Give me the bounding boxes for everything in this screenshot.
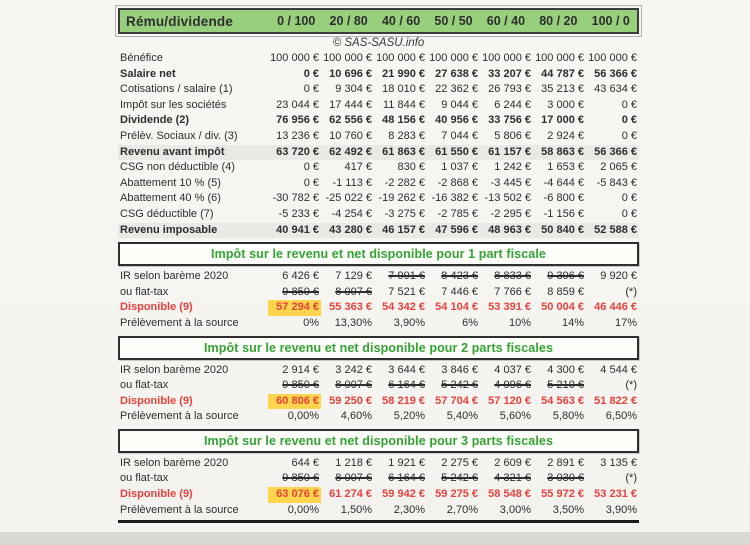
cell-value: 100 000 € (270, 52, 319, 64)
cell-value: 13 236 € (276, 129, 319, 142)
cell-value: 6 164 € (388, 379, 425, 392)
cell-value: 3 846 € (441, 363, 478, 376)
cell-value: 8 007 € (335, 379, 372, 392)
section-title: Impôt sur le revenu et net disponible pour 2 parts fiscales (203, 340, 554, 355)
cell-value: 9 850 € (282, 379, 319, 392)
cell-value: 21 990 € (382, 67, 425, 80)
table-row (118, 300, 639, 316)
cell-value: 3,90% (393, 316, 425, 329)
cell-value: -3 275 € (384, 207, 425, 220)
cell-value: 0 € (303, 161, 319, 174)
cell-value: 35 213 € (541, 83, 584, 96)
row-label: Prélèvement à la source (120, 316, 239, 329)
cell-value: 54 563 € (541, 394, 584, 407)
cell-value: 47 596 € (435, 223, 478, 236)
cell-value: 8 007 € (335, 285, 372, 298)
cell-value: -5 843 € (596, 176, 637, 189)
cell-value: 100 000 € (588, 52, 637, 64)
cell-value: 5,60% (499, 410, 531, 423)
cell-value: 3 644 € (388, 363, 425, 376)
column-header: 20 / 80 (329, 14, 368, 28)
row-label: ou flat-tax (120, 379, 169, 392)
cell-value: 3 135 € (600, 456, 637, 469)
cell-value: 4 300 € (547, 363, 584, 376)
cell-value: 1,50% (340, 503, 372, 516)
cell-value: 3 242 € (335, 363, 372, 376)
row-label: Impôt sur les sociétés (120, 98, 227, 111)
cell-value: -1 156 € (543, 207, 584, 220)
table-row (118, 394, 639, 410)
cell-value: -6 800 € (543, 192, 584, 205)
table-row (118, 503, 639, 519)
row-label: Disponible (9) (120, 488, 193, 501)
cell-value: 9 920 € (600, 270, 637, 283)
column-header: 80 / 20 (539, 14, 578, 28)
cell-value: 3 000 € (547, 98, 584, 111)
cell-value: 4 321 € (494, 472, 531, 485)
row-label: IR selon barème 2020 (120, 270, 229, 283)
cell-value: 58 548 € (488, 488, 531, 501)
row-label: Abattement 40 % (6) (120, 192, 221, 205)
cell-value: 3,50% (552, 503, 584, 516)
cell-value: 644 € (291, 456, 319, 469)
table-row (118, 82, 639, 98)
cell-value: -5 233 € (278, 207, 319, 220)
cell-value: 9 850 € (282, 472, 319, 485)
bottom-rule (118, 520, 639, 523)
cell-value: 50 004 € (541, 301, 584, 314)
cell-value: 26 793 € (488, 83, 531, 96)
cell-value: -2 282 € (384, 176, 425, 189)
cell-value: 1 921 € (388, 456, 425, 469)
table-row (118, 285, 639, 301)
cell-value: 6 164 € (388, 472, 425, 485)
cell-value: 11 844 € (382, 98, 425, 111)
cell-value: 8 859 € (547, 285, 584, 298)
cell-value: 55 972 € (541, 488, 584, 501)
cell-value: 13,30% (334, 316, 372, 329)
row-label: Prélèvement à la source (120, 410, 239, 423)
cell-value: 830 € (397, 161, 425, 174)
cell-value: 23 044 € (276, 98, 319, 111)
table-header (118, 8, 639, 34)
cell-value: 58 219 € (382, 394, 425, 407)
section-title: Impôt sur le revenu et net disponible pour 1 part fiscale (211, 247, 546, 262)
cell-value: 8 007 € (335, 472, 372, 485)
cell-value: 63 720 € (276, 145, 319, 158)
cell-value: 46 446 € (594, 301, 637, 314)
cell-value: 1 242 € (494, 161, 531, 174)
table-row (118, 471, 639, 487)
cell-value: 59 275 € (435, 488, 478, 501)
cell-value: -13 502 € (484, 192, 531, 205)
cell-value: 61 274 € (329, 488, 372, 501)
cell-value: 48 963 € (488, 223, 531, 236)
cell-value: 44 787 € (541, 67, 584, 80)
cell-value: 57 294 € (268, 300, 321, 316)
cell-value: -25 022 € (325, 192, 372, 205)
table-row (118, 67, 639, 83)
cell-value: 0% (303, 316, 319, 329)
cell-value: 56 366 € (594, 67, 637, 80)
cell-value: -3 445 € (490, 176, 531, 189)
cell-value: 33 207 € (488, 67, 531, 80)
row-label: Disponible (9) (120, 301, 193, 314)
cell-value: 14% (561, 316, 584, 329)
cell-value: (*) (625, 379, 637, 392)
cell-value: 5 242 € (441, 379, 478, 392)
cell-value: 7 991 € (388, 270, 425, 283)
cell-value: 1 653 € (547, 161, 584, 174)
cell-value: 7 129 € (335, 270, 372, 283)
table-row (118, 223, 639, 239)
cell-value: -2 295 € (490, 207, 531, 220)
cell-value: 62 556 € (329, 114, 372, 127)
column-header: 50 / 50 (434, 14, 473, 28)
section-title-box (118, 336, 639, 360)
row-label: CSG déductible (7) (120, 207, 214, 220)
scanner-edge (0, 532, 750, 545)
table-row (118, 191, 639, 207)
row-label: Disponible (9) (120, 394, 193, 407)
cell-value: 7 446 € (441, 285, 478, 298)
cell-value: 33 756 € (488, 114, 531, 127)
cell-value: 0,00% (287, 410, 319, 423)
table-row (118, 487, 639, 503)
cell-value: 61 550 € (435, 145, 478, 158)
cell-value: 2 891 € (547, 456, 584, 469)
cell-value: 3,00% (499, 503, 531, 516)
table-row (118, 409, 639, 425)
column-header: 60 / 40 (486, 14, 526, 28)
cell-value: 0,00% (287, 503, 319, 516)
cell-value: 2,30% (393, 503, 425, 516)
cell-value: 2 914 € (282, 363, 319, 376)
row-label: Revenu avant impôt (120, 145, 225, 158)
row-label: Prélèv. Sociaux / div. (3) (120, 129, 238, 142)
cell-value: 100 000 € (376, 52, 425, 64)
cell-value: 1 218 € (335, 456, 372, 469)
table-row (118, 160, 639, 176)
cell-value: 4 996 € (494, 379, 531, 392)
cell-value: 50 840 € (541, 223, 584, 236)
column-header: 0 / 100 (277, 14, 316, 28)
cell-value: 3 030 € (547, 472, 584, 485)
cell-value: 62 492 € (329, 145, 372, 158)
tax-sections (118, 242, 639, 518)
cell-value: 40 956 € (435, 114, 478, 127)
cell-value: 4 544 € (600, 363, 637, 376)
section-title: Impôt sur le revenu et net disponible pour 3 parts fiscales (203, 433, 554, 448)
cell-value: 56 366 € (594, 145, 637, 158)
cell-value: 43 634 € (594, 83, 637, 96)
section-title-box (118, 429, 639, 453)
cell-value: 100 000 € (535, 52, 584, 64)
cell-value: -30 782 € (272, 192, 319, 205)
cell-value: 0 € (621, 129, 637, 142)
cell-value: 53 391 € (488, 301, 531, 314)
row-label: ou flat-tax (120, 285, 169, 298)
cell-value: 0 € (303, 83, 319, 96)
cell-value: 2 275 € (441, 456, 478, 469)
row-label: ou flat-tax (120, 472, 169, 485)
table-row (118, 176, 639, 192)
row-label: Dividende (2) (120, 114, 190, 127)
table-row (118, 269, 639, 285)
table-row (118, 98, 639, 114)
cell-value: -1 113 € (332, 176, 372, 189)
row-label: Cotisations / salaire (1) (120, 83, 233, 96)
cell-value: 54 104 € (435, 301, 478, 314)
cell-value: 1 037 € (441, 161, 478, 174)
column-header: 40 / 60 (381, 14, 421, 28)
row-label: Abattement 10 % (5) (120, 176, 221, 189)
cell-value: 0 € (621, 114, 637, 127)
table-row (118, 113, 639, 129)
cell-value: 0 € (303, 176, 319, 189)
cell-value: 58 863 € (541, 145, 584, 158)
cell-value: (*) (625, 472, 637, 485)
cell-value: 43 280 € (329, 223, 372, 236)
cell-value: 4 037 € (494, 363, 531, 376)
cell-value: 5 806 € (494, 129, 531, 142)
cell-value: 51 822 € (594, 394, 637, 407)
remu-dividende-table (118, 8, 639, 523)
cell-value: 48 156 € (382, 114, 425, 127)
copyright: © SAS-SASU.info (332, 37, 425, 49)
cell-value: 59 942 € (382, 488, 425, 501)
cell-value: 63 076 € (268, 487, 321, 503)
cell-value: 2 924 € (547, 129, 584, 142)
cell-value: 100 000 € (323, 52, 372, 64)
row-label: Prélèvement à la source (120, 503, 239, 516)
cell-value: 3,90% (605, 503, 637, 516)
cell-value: 8 833 € (494, 270, 531, 283)
cell-value: 5,80% (552, 410, 584, 423)
cell-value: 17% (614, 316, 637, 329)
cell-value: 9 044 € (441, 98, 478, 111)
cell-value: 7 521 € (388, 285, 425, 298)
cell-value: 6% (462, 316, 478, 329)
cell-value: 54 342 € (382, 301, 425, 314)
cell-value: 0 € (303, 67, 319, 80)
cell-value: 40 941 € (276, 223, 319, 236)
cell-value: 9 850 € (282, 285, 319, 298)
cell-value: 10 696 € (329, 67, 372, 80)
cell-value: 17 444 € (329, 98, 372, 111)
cell-value: (*) (625, 285, 637, 298)
cell-value: 100 000 € (429, 52, 478, 64)
cell-value: 59 250 € (329, 394, 372, 407)
cell-value: -2 785 € (437, 207, 478, 220)
row-label: Salaire net (120, 67, 176, 80)
cell-value: 8 423 € (441, 270, 478, 283)
cell-value: 5 242 € (441, 472, 478, 485)
cell-value: 76 956 € (276, 114, 319, 127)
row-label: Bénéfice (120, 52, 163, 64)
cell-value: 61 157 € (488, 145, 531, 158)
cell-value: 6 244 € (494, 98, 531, 111)
cell-value: -4 644 € (543, 176, 584, 189)
cell-value: 5 210 € (547, 379, 584, 392)
cell-value: 0 € (621, 192, 637, 205)
table-row (118, 145, 639, 161)
table-row (118, 207, 639, 223)
cell-value: 27 638 € (435, 67, 478, 80)
cell-value: 2,70% (446, 503, 478, 516)
cell-value: -2 868 € (437, 176, 478, 189)
section-title-box (118, 242, 639, 266)
cell-value: 7 044 € (441, 129, 478, 142)
table-row (118, 363, 639, 379)
cell-value: 9 304 € (335, 83, 372, 96)
cell-value: 8 283 € (388, 129, 425, 142)
cell-value: 2 609 € (494, 456, 531, 469)
table-row (118, 51, 639, 67)
cell-value: 61 863 € (382, 145, 425, 158)
cell-value: 6 426 € (282, 270, 319, 283)
cell-value: 57 704 € (435, 394, 478, 407)
cell-value: 4,60% (340, 410, 372, 423)
row-label: Revenu imposable (120, 223, 218, 236)
cell-value: -4 254 € (331, 207, 372, 220)
cell-value: 46 157 € (382, 223, 425, 236)
column-header: 100 / 0 (591, 14, 630, 28)
cell-value: 2 065 € (600, 161, 637, 174)
cell-value: 57 120 € (488, 394, 531, 407)
row-label: IR selon barème 2020 (120, 456, 229, 469)
cell-value: 60 806 € (268, 394, 321, 410)
cell-value: 10% (508, 316, 531, 329)
cell-value: 10 760 € (329, 129, 372, 142)
cell-value: 55 363 € (329, 301, 372, 314)
table-row (118, 378, 639, 394)
cell-value: 17 000 € (541, 114, 584, 127)
cell-value: 5,40% (446, 410, 478, 423)
cell-value: 0 € (621, 98, 637, 111)
cell-value: 7 766 € (494, 285, 531, 298)
table-row (118, 316, 639, 332)
row-label: IR selon barème 2020 (120, 363, 229, 376)
cell-value: 100 000 € (482, 52, 531, 64)
cell-value: 6,50% (605, 410, 637, 423)
cell-value: 0 € (621, 207, 637, 220)
cell-value: 18 010 € (382, 83, 425, 96)
cell-value: 5,20% (393, 410, 425, 423)
cell-value: -19 262 € (378, 192, 425, 205)
page-title: Rému/dividende (126, 13, 234, 29)
cell-value: 22 362 € (435, 83, 478, 96)
cell-value: 9 396 € (547, 270, 584, 283)
row-label: CSG non déductible (4) (120, 161, 235, 174)
table-row (118, 456, 639, 472)
cell-value: -16 382 € (431, 192, 478, 205)
table-row (118, 129, 639, 145)
cell-value: 53 231 € (594, 488, 637, 501)
main-table (118, 51, 639, 238)
cell-value: 52 588 € (594, 223, 637, 236)
cell-value: 417 € (344, 161, 372, 174)
